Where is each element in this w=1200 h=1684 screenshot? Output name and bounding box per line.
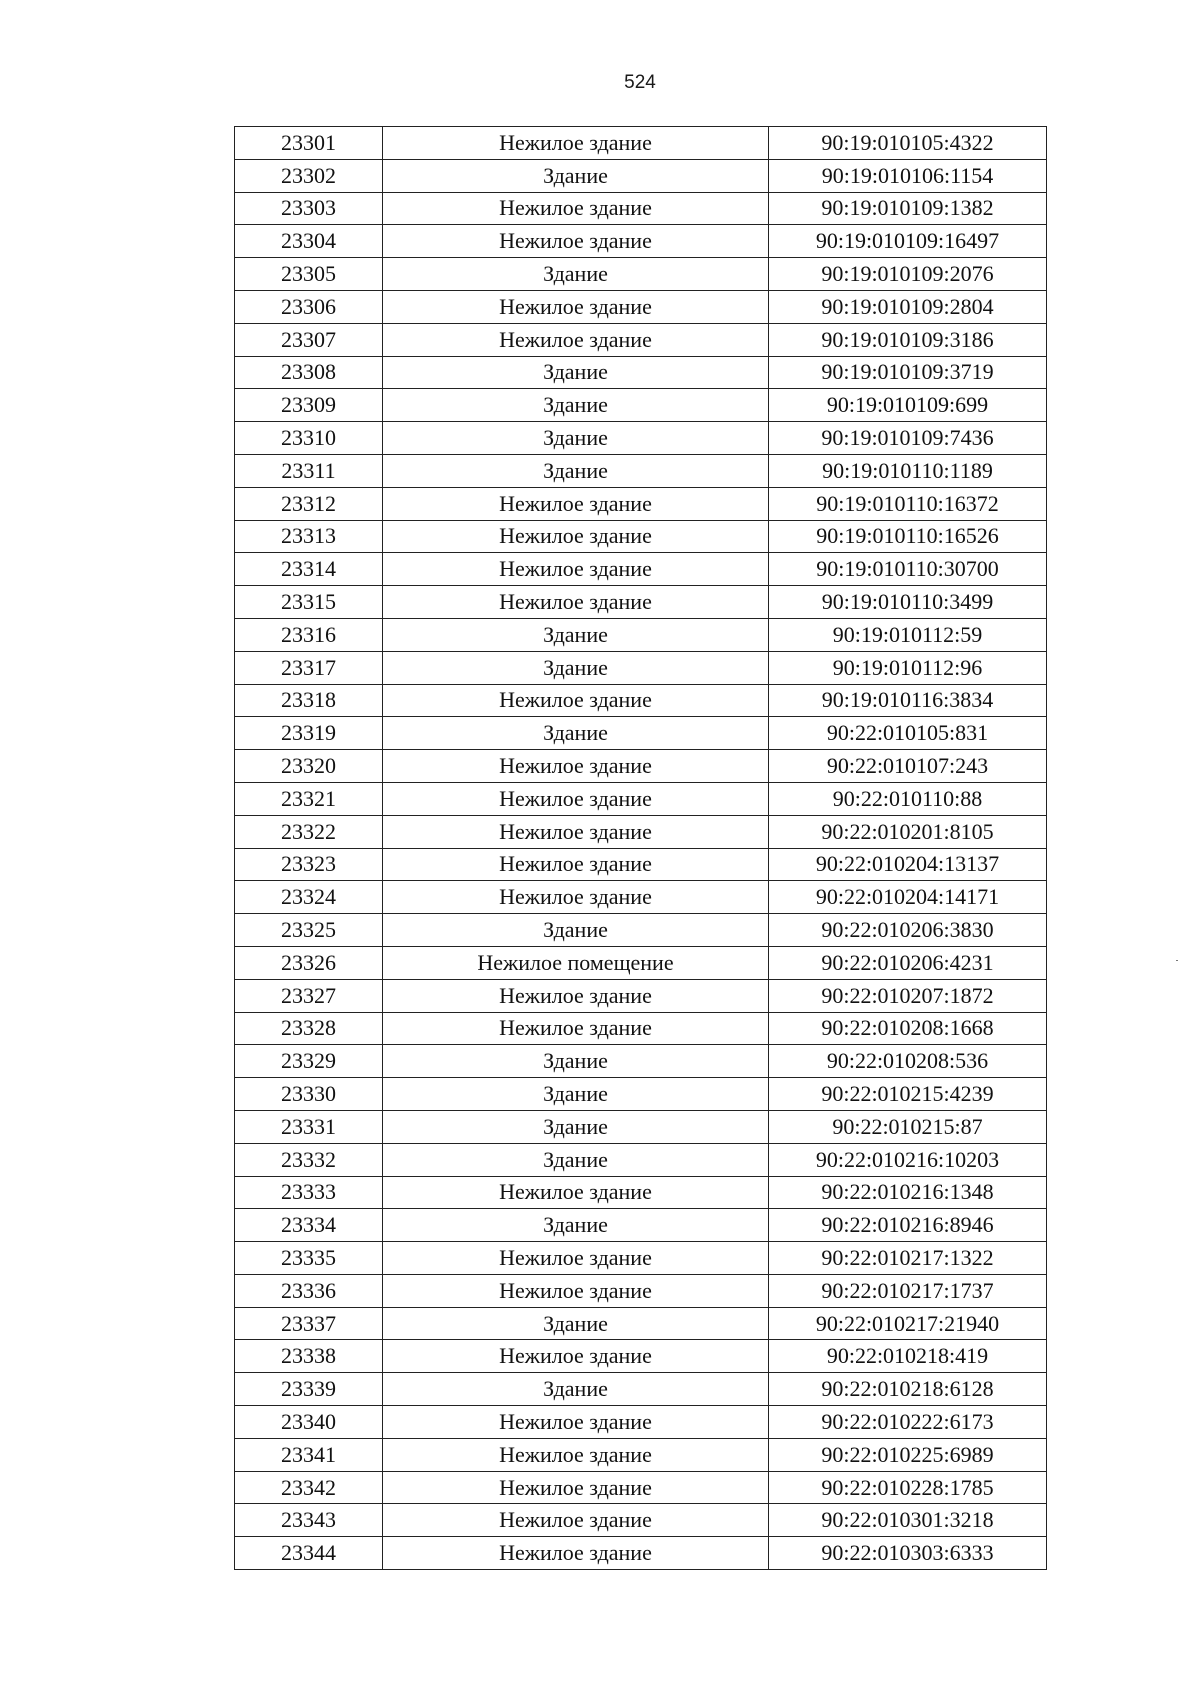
cadastral-number-cell: 90:19:010109:1382 bbox=[769, 192, 1047, 225]
table-row bbox=[235, 1406, 1047, 1439]
cadastral-number-cell: 90:22:010218:6128 bbox=[769, 1373, 1047, 1406]
table-row bbox=[235, 1012, 1047, 1045]
table-row bbox=[235, 848, 1047, 881]
row-number-cell: 23303 bbox=[235, 192, 383, 225]
cadastral-number-cell: 90:22:010204:13137 bbox=[769, 848, 1047, 881]
row-number-cell: 23317 bbox=[235, 651, 383, 684]
object-type-cell: Здание bbox=[383, 1078, 769, 1111]
cadastral-number-cell: 90:22:010105:831 bbox=[769, 717, 1047, 750]
object-type-cell: Нежилое здание bbox=[383, 127, 769, 160]
row-number-cell: 23305 bbox=[235, 258, 383, 291]
row-number-cell: 23318 bbox=[235, 684, 383, 717]
table-row bbox=[235, 1045, 1047, 1078]
table-row bbox=[235, 520, 1047, 553]
table-row bbox=[235, 1438, 1047, 1471]
row-number-cell: 23335 bbox=[235, 1242, 383, 1275]
object-type-cell: Здание bbox=[383, 258, 769, 291]
table-row bbox=[235, 127, 1047, 160]
row-number-cell: 23316 bbox=[235, 618, 383, 651]
registry-table-container bbox=[234, 126, 1046, 1570]
object-type-cell: Нежилое здание bbox=[383, 782, 769, 815]
row-number-cell: 23344 bbox=[235, 1537, 383, 1570]
table-row bbox=[235, 1143, 1047, 1176]
cadastral-number-cell: 90:19:010109:699 bbox=[769, 389, 1047, 422]
object-type-cell: Нежилое здание bbox=[383, 1537, 769, 1570]
object-type-cell: Здание bbox=[383, 1143, 769, 1176]
object-type-cell: Нежилое здание bbox=[383, 815, 769, 848]
object-type-cell: Нежилое здание bbox=[383, 1274, 769, 1307]
row-number-cell: 23322 bbox=[235, 815, 383, 848]
object-type-cell: Нежилое здание bbox=[383, 1471, 769, 1504]
table-row bbox=[235, 1242, 1047, 1275]
table-row bbox=[235, 553, 1047, 586]
cadastral-number-cell: 90:19:010105:4322 bbox=[769, 127, 1047, 160]
row-number-cell: 23323 bbox=[235, 848, 383, 881]
table-row bbox=[235, 651, 1047, 684]
row-number-cell: 23302 bbox=[235, 159, 383, 192]
table-row bbox=[235, 1340, 1047, 1373]
cadastral-number-cell: 90:19:010110:1189 bbox=[769, 454, 1047, 487]
cadastral-number-cell: 90:22:010216:1348 bbox=[769, 1176, 1047, 1209]
table-row bbox=[235, 684, 1047, 717]
cadastral-number-cell: 90:19:010110:16526 bbox=[769, 520, 1047, 553]
object-type-cell: Здание bbox=[383, 454, 769, 487]
object-type-cell: Нежилое здание bbox=[383, 192, 769, 225]
cadastral-number-cell: 90:22:010228:1785 bbox=[769, 1471, 1047, 1504]
object-type-cell: Здание bbox=[383, 1209, 769, 1242]
cadastral-number-cell: 90:22:010201:8105 bbox=[769, 815, 1047, 848]
object-type-cell: Нежилое здание bbox=[383, 1176, 769, 1209]
row-number-cell: 23342 bbox=[235, 1471, 383, 1504]
object-type-cell: Нежилое здание bbox=[383, 1438, 769, 1471]
cadastral-number-cell: 90:19:010109:3186 bbox=[769, 323, 1047, 356]
row-number-cell: 23334 bbox=[235, 1209, 383, 1242]
row-number-cell: 23301 bbox=[235, 127, 383, 160]
object-type-cell: Здание bbox=[383, 356, 769, 389]
row-number-cell: 23332 bbox=[235, 1143, 383, 1176]
cadastral-number-cell: 90:19:010116:3834 bbox=[769, 684, 1047, 717]
table-row bbox=[235, 487, 1047, 520]
cadastral-number-cell: 90:19:010106:1154 bbox=[769, 159, 1047, 192]
cadastral-number-cell: 90:22:010225:6989 bbox=[769, 1438, 1047, 1471]
row-number-cell: 23306 bbox=[235, 290, 383, 323]
cadastral-number-cell: 90:22:010216:10203 bbox=[769, 1143, 1047, 1176]
object-type-cell: Нежилое здание bbox=[383, 290, 769, 323]
object-type-cell: Нежилое здание bbox=[383, 1242, 769, 1275]
object-type-cell: Здание bbox=[383, 1307, 769, 1340]
cadastral-number-cell: 90:19:010109:2804 bbox=[769, 290, 1047, 323]
table-row bbox=[235, 1373, 1047, 1406]
row-number-cell: 23307 bbox=[235, 323, 383, 356]
row-number-cell: 23326 bbox=[235, 946, 383, 979]
cadastral-number-cell: 90:19:010109:2076 bbox=[769, 258, 1047, 291]
object-type-cell: Нежилое здание bbox=[383, 1406, 769, 1439]
cadastral-number-cell: 90:22:010206:3830 bbox=[769, 914, 1047, 947]
object-type-cell: Нежилое здание bbox=[383, 520, 769, 553]
row-number-cell: 23309 bbox=[235, 389, 383, 422]
cadastral-number-cell: 90:22:010216:8946 bbox=[769, 1209, 1047, 1242]
cadastral-number-cell: 90:22:010222:6173 bbox=[769, 1406, 1047, 1439]
row-number-cell: 23324 bbox=[235, 881, 383, 914]
row-number-cell: 23337 bbox=[235, 1307, 383, 1340]
object-type-cell: Нежилое помещение bbox=[383, 946, 769, 979]
row-number-cell: 23340 bbox=[235, 1406, 383, 1439]
cadastral-number-cell: 90:22:010217:1322 bbox=[769, 1242, 1047, 1275]
cadastral-number-cell: 90:22:010206:4231 bbox=[769, 946, 1047, 979]
table-row bbox=[235, 1471, 1047, 1504]
cadastral-number-cell: 90:22:010303:6333 bbox=[769, 1537, 1047, 1570]
row-number-cell: 23304 bbox=[235, 225, 383, 258]
row-number-cell: 23308 bbox=[235, 356, 383, 389]
row-number-cell: 23313 bbox=[235, 520, 383, 553]
row-number-cell: 23327 bbox=[235, 979, 383, 1012]
table-row bbox=[235, 356, 1047, 389]
cadastral-number-cell: 90:19:010112:96 bbox=[769, 651, 1047, 684]
row-number-cell: 23331 bbox=[235, 1110, 383, 1143]
object-type-cell: Нежилое здание bbox=[383, 881, 769, 914]
row-number-cell: 23315 bbox=[235, 586, 383, 619]
object-type-cell: Нежилое здание bbox=[383, 1012, 769, 1045]
row-number-cell: 23343 bbox=[235, 1504, 383, 1537]
object-type-cell: Нежилое здание bbox=[383, 1340, 769, 1373]
table-row bbox=[235, 1274, 1047, 1307]
object-type-cell: Здание bbox=[383, 159, 769, 192]
row-number-cell: 23319 bbox=[235, 717, 383, 750]
table-row bbox=[235, 717, 1047, 750]
row-number-cell: 23311 bbox=[235, 454, 383, 487]
cadastral-number-cell: 90:19:010109:16497 bbox=[769, 225, 1047, 258]
table-row bbox=[235, 914, 1047, 947]
cadastral-number-cell: 90:22:010107:243 bbox=[769, 750, 1047, 783]
cadastral-number-cell: 90:22:010208:1668 bbox=[769, 1012, 1047, 1045]
object-type-cell: Нежилое здание bbox=[383, 586, 769, 619]
table-row bbox=[235, 159, 1047, 192]
object-type-cell: Нежилое здание bbox=[383, 323, 769, 356]
table-row bbox=[235, 618, 1047, 651]
table-row bbox=[235, 323, 1047, 356]
row-number-cell: 23312 bbox=[235, 487, 383, 520]
row-number-cell: 23321 bbox=[235, 782, 383, 815]
row-number-cell: 23338 bbox=[235, 1340, 383, 1373]
cadastral-number-cell: 90:22:010208:536 bbox=[769, 1045, 1047, 1078]
object-type-cell: Здание bbox=[383, 1110, 769, 1143]
row-number-cell: 23320 bbox=[235, 750, 383, 783]
object-type-cell: Здание bbox=[383, 651, 769, 684]
table-row bbox=[235, 225, 1047, 258]
table-row bbox=[235, 1110, 1047, 1143]
cadastral-number-cell: 90:22:010217:1737 bbox=[769, 1274, 1047, 1307]
object-type-cell: Здание bbox=[383, 914, 769, 947]
table-row bbox=[235, 750, 1047, 783]
table-row bbox=[235, 1176, 1047, 1209]
object-type-cell: Нежилое здание bbox=[383, 979, 769, 1012]
object-type-cell: Нежилое здание bbox=[383, 684, 769, 717]
table-row bbox=[235, 422, 1047, 455]
row-number-cell: 23330 bbox=[235, 1078, 383, 1111]
table-row bbox=[235, 1504, 1047, 1537]
row-number-cell: 23336 bbox=[235, 1274, 383, 1307]
table-row bbox=[235, 586, 1047, 619]
table-row bbox=[235, 881, 1047, 914]
cadastral-number-cell: 90:22:010110:88 bbox=[769, 782, 1047, 815]
object-type-cell: Здание bbox=[383, 618, 769, 651]
table-row bbox=[235, 946, 1047, 979]
row-number-cell: 23310 bbox=[235, 422, 383, 455]
row-number-cell: 23329 bbox=[235, 1045, 383, 1078]
table-row bbox=[235, 1209, 1047, 1242]
registry-table-body bbox=[235, 127, 1047, 1570]
object-type-cell: Нежилое здание bbox=[383, 553, 769, 586]
cadastral-number-cell: 90:19:010110:30700 bbox=[769, 553, 1047, 586]
object-type-cell: Здание bbox=[383, 389, 769, 422]
object-type-cell: Здание bbox=[383, 1045, 769, 1078]
table-row bbox=[235, 782, 1047, 815]
table-row bbox=[235, 1537, 1047, 1570]
object-type-cell: Нежилое здание bbox=[383, 225, 769, 258]
table-row bbox=[235, 389, 1047, 422]
page-number: 524 bbox=[624, 72, 656, 93]
cadastral-number-cell: 90:19:010112:59 bbox=[769, 618, 1047, 651]
cadastral-number-cell: 90:19:010109:7436 bbox=[769, 422, 1047, 455]
cadastral-number-cell: 90:22:010207:1872 bbox=[769, 979, 1047, 1012]
cadastral-number-cell: 90:22:010218:419 bbox=[769, 1340, 1047, 1373]
cadastral-number-cell: 90:22:010215:87 bbox=[769, 1110, 1047, 1143]
cadastral-number-cell: 90:19:010110:3499 bbox=[769, 586, 1047, 619]
table-row bbox=[235, 258, 1047, 291]
scan-speck bbox=[1176, 960, 1178, 961]
object-type-cell: Здание bbox=[383, 1373, 769, 1406]
table-row bbox=[235, 454, 1047, 487]
cadastral-number-cell: 90:22:010301:3218 bbox=[769, 1504, 1047, 1537]
table-row bbox=[235, 815, 1047, 848]
row-number-cell: 23341 bbox=[235, 1438, 383, 1471]
table-row bbox=[235, 1307, 1047, 1340]
object-type-cell: Здание bbox=[383, 717, 769, 750]
cadastral-number-cell: 90:22:010204:14171 bbox=[769, 881, 1047, 914]
cadastral-number-cell: 90:22:010217:21940 bbox=[769, 1307, 1047, 1340]
table-row bbox=[235, 1078, 1047, 1111]
object-type-cell: Здание bbox=[383, 422, 769, 455]
row-number-cell: 23325 bbox=[235, 914, 383, 947]
table-row bbox=[235, 979, 1047, 1012]
table-row bbox=[235, 290, 1047, 323]
object-type-cell: Нежилое здание bbox=[383, 750, 769, 783]
cadastral-number-cell: 90:22:010215:4239 bbox=[769, 1078, 1047, 1111]
row-number-cell: 23314 bbox=[235, 553, 383, 586]
row-number-cell: 23333 bbox=[235, 1176, 383, 1209]
cadastral-number-cell: 90:19:010110:16372 bbox=[769, 487, 1047, 520]
object-type-cell: Нежилое здание bbox=[383, 848, 769, 881]
cadastral-number-cell: 90:19:010109:3719 bbox=[769, 356, 1047, 389]
table-row bbox=[235, 192, 1047, 225]
row-number-cell: 23339 bbox=[235, 1373, 383, 1406]
object-type-cell: Нежилое здание bbox=[383, 1504, 769, 1537]
registry-table bbox=[234, 126, 1047, 1570]
row-number-cell: 23328 bbox=[235, 1012, 383, 1045]
object-type-cell: Нежилое здание bbox=[383, 487, 769, 520]
